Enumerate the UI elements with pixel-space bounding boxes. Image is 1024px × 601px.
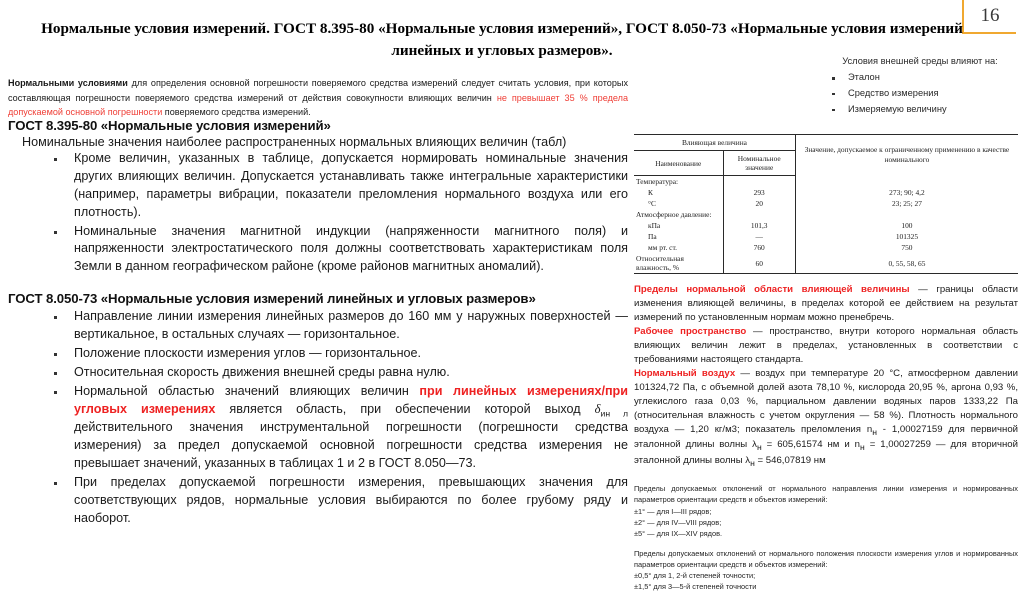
footnote-line: ±5° — для IX—XIV рядов. bbox=[634, 528, 723, 538]
definition-text-5: = 546,07819 нм bbox=[754, 454, 826, 466]
intro-body-before: для определения основной погрешности поверяемого средства измерений следует считать условия, при которых составляющая погрешности поверяемого средства измерений от действия совокупности влияющих величин bbox=[8, 78, 628, 103]
mixed-part-1: Нормальной областью значений влияющих величин bbox=[74, 383, 420, 398]
table-header-row-group bbox=[634, 135, 1018, 151]
wavelength-subscript: н bbox=[756, 442, 762, 453]
table-row bbox=[634, 220, 1018, 231]
page-title: Нормальные условия измерений. ГОСТ 8.395-80 «Нормальные условия измерений», ГОСТ 8.050-73 «Нормальные условия измерений линейных и угловых размеров». bbox=[41, 20, 963, 59]
cell-name: Относительная влажность, % bbox=[634, 253, 723, 274]
cell-limited bbox=[795, 176, 1018, 188]
list-item: Измеряемую величину bbox=[848, 102, 1018, 118]
definition-text-2: - 1,00027159 для первичной эталонной длины волны λ bbox=[634, 424, 1019, 451]
cell-limited: 0, 55, 58, 65 bbox=[795, 253, 1018, 274]
section-heading-gost-8395: ГОСТ 8.395-80 «Нормальные условия измерений» bbox=[8, 118, 331, 133]
cell-nominal: 20 bbox=[723, 198, 795, 209]
cell-nominal bbox=[723, 209, 795, 220]
environment-influences-block bbox=[822, 56, 1018, 118]
table-row bbox=[634, 253, 1018, 274]
column-header-name: Наименование bbox=[634, 151, 723, 176]
delta-symbol: δ bbox=[594, 401, 601, 416]
section-heading-gost-8050: ГОСТ 8.050-73 «Нормальные условия измерений линейных и угловых размеров» bbox=[8, 291, 536, 307]
column-header-limited: Значение, допускаемое к ограниченному применению в качестве номинального bbox=[795, 135, 1018, 176]
table-row bbox=[634, 242, 1018, 253]
footnote-line: ±2° — для IV—VIII рядов; bbox=[634, 517, 722, 527]
environment-list bbox=[822, 70, 1018, 118]
cell-name: °C bbox=[648, 199, 656, 208]
table-body bbox=[634, 176, 1018, 274]
refractive-index-subscript-2: н bbox=[860, 442, 865, 453]
cell-limited: 273; 90; 4,2 bbox=[795, 187, 1018, 198]
footnote-group-angle-plane bbox=[634, 548, 1018, 592]
definition-term: Пределы нормальной области влияющей величины bbox=[634, 284, 910, 295]
influencing-quantities-table bbox=[634, 134, 1018, 274]
footnote-intro: Пределы допускаемых отклонений от нормального положения плоскости измерения углов и нормированных параметров ориентации средств и объектов измерений: bbox=[634, 548, 1018, 570]
cell-limited bbox=[795, 209, 1018, 220]
definition-term: Нормальный воздух bbox=[634, 368, 736, 379]
footnote-line: ±0,5° для 1, 2-й степеней точности; bbox=[634, 571, 756, 581]
list-item: При пределах допускаемой погрешности измерения, превышающих значения для соответствующих рядов, нормальные условия выбираются по более грубому ряду и наоборот. bbox=[74, 474, 628, 528]
cell-name: К bbox=[648, 188, 653, 197]
list-item: Направление линии измерения линейных размеров до 160 мм у наружных поверхностей — вертикальное, в остальных случаях — горизонтальное. bbox=[74, 308, 628, 344]
section-lead-gost-8395: Номинальные значения наиболее распространенных нормальных влияющих величин (табл) bbox=[22, 135, 567, 149]
cell-nominal: 60 bbox=[723, 253, 795, 274]
table-row bbox=[634, 187, 1018, 198]
list-item: Эталон bbox=[848, 70, 1018, 86]
definition-text: — границы области изменения влияющей величины, в пределах которой ее действием на результат измерений по установленным нормам можно пренебречь. bbox=[634, 284, 1018, 323]
cell-name: кПа bbox=[648, 221, 661, 230]
definitions-block bbox=[634, 283, 1018, 469]
list-item: Относительная скорость движения внешней среды равна нулю. bbox=[74, 364, 628, 382]
bullet-list-gost-8050 bbox=[8, 308, 628, 527]
intro-paragraph bbox=[8, 76, 628, 120]
footnote-group-line-direction bbox=[634, 483, 1018, 539]
page-number: 16 bbox=[980, 5, 1000, 26]
footnote-line: ±1,5° для 3—5-й степеней точности bbox=[634, 582, 757, 592]
definition-normal-air bbox=[634, 367, 1018, 469]
cell-nominal: 101,3 bbox=[723, 220, 795, 231]
list-item-mixed bbox=[74, 383, 628, 473]
intro-body-after: поверяемого средства измерений. bbox=[162, 107, 311, 118]
list-item: Средство измерения bbox=[848, 86, 1018, 102]
definition-normal-area-limits bbox=[634, 283, 1018, 325]
delta-subscript: ин л bbox=[600, 408, 629, 419]
cell-name: Па bbox=[648, 232, 657, 241]
intro-lead-term: Нормальными условиями bbox=[8, 78, 128, 88]
column-header-nominal: Номинальное значение bbox=[723, 151, 795, 176]
table-row bbox=[634, 231, 1018, 242]
definition-text-3: = 605,61574 нм и n bbox=[761, 439, 861, 451]
list-item: Положение плоскости измерения углов — горизонтальное. bbox=[74, 345, 628, 363]
footnotes-block bbox=[634, 483, 1018, 592]
cell-nominal: 293 bbox=[723, 187, 795, 198]
table-row bbox=[634, 176, 1018, 188]
column-header-group: Влияющая величина bbox=[634, 135, 795, 151]
right-content-column bbox=[634, 134, 1018, 601]
mixed-part-3: действительного значения инструментальной погрешности (погрешности средства измерения) за предел допускаемой основной погрешности средства измерения не превышает значений, указанных в таблицах 1 и 2 в ГОСТ 8.050—73. bbox=[74, 420, 628, 470]
section-spacer bbox=[8, 277, 628, 291]
intro-highlight: не превышает 35 % предела допускаемой основной погрешности bbox=[8, 92, 628, 118]
environment-title: Условия внешней среды влияют на: bbox=[842, 56, 998, 66]
mixed-part-2: является область, при обеспечении которой выход bbox=[215, 401, 595, 416]
cell-limited: 23; 25; 27 bbox=[795, 198, 1018, 209]
definition-text: — воздух при температуре 20 °С, атмосферном давлении 101324,72 Па, с объемной долей азота 78,10 %, кислорода 20,95 %, аргона 0,93 %, углекислого газа 0,03 %, парциальном давлении водяных паров 1333,22 Па (относительная влажность с учетом округления — 58 %). Плотность нормального воздуха — 1,20 кг/м3; показатель преломления n bbox=[634, 368, 1018, 435]
cell-nominal bbox=[723, 176, 795, 188]
cell-nominal: — bbox=[723, 231, 795, 242]
mixed-red-emphasis: при линейных измерениях/при угловых измерениях bbox=[74, 383, 628, 416]
cell-name: Атмосферное давление: bbox=[636, 210, 712, 219]
footnote-intro: Пределы допускаемых отклонений от нормального направления линии измерения и нормированных параметров ориентации средств и объектов измерений: bbox=[634, 484, 1018, 505]
list-item: Кроме величин, указанных в таблице, допускается нормировать номинальные значения других влияющих величин. Допускается устанавливать также интегральные характеристики (например, параметры вибрации, показатели преломления нормального воздуха или его плотность). bbox=[74, 150, 628, 222]
definition-working-space bbox=[634, 325, 1018, 367]
definition-text: — пространство, внутри которого нормальная область влияющих величин лежит в пределах, установленных в соответствии с требованиями настоящего стандарта. bbox=[634, 326, 1018, 365]
cell-limited: 750 bbox=[795, 242, 1018, 253]
cell-name: Температура: bbox=[636, 177, 679, 186]
bullet-list-gost-8395 bbox=[8, 150, 628, 276]
left-content-column bbox=[8, 118, 628, 528]
cell-name: мм рт. ст. bbox=[648, 243, 677, 252]
footnote-line: ±1° — для I—III рядов; bbox=[634, 506, 712, 516]
cell-nominal: 760 bbox=[723, 242, 795, 253]
cell-limited: 101325 bbox=[795, 231, 1018, 242]
list-item: Номинальные значения магнитной индукции (напряженности магнитного поля) и напряженности электростатического поля должны соответствовать характеристикам поля Земли в данном географическом районе (кроме районов магнитных аномалий). bbox=[74, 223, 628, 277]
refractive-index-subscript: н bbox=[872, 426, 877, 437]
cell-limited: 100 bbox=[795, 220, 1018, 231]
definition-text-4: = 1,00027259 — для вторичной эталонной длины волны λ bbox=[634, 439, 1018, 466]
wavelength-subscript-2: н bbox=[750, 457, 755, 468]
table-row bbox=[634, 198, 1018, 209]
table-head bbox=[634, 135, 1018, 176]
definition-term: Рабочее пространство bbox=[634, 326, 747, 337]
table-row bbox=[634, 209, 1018, 220]
